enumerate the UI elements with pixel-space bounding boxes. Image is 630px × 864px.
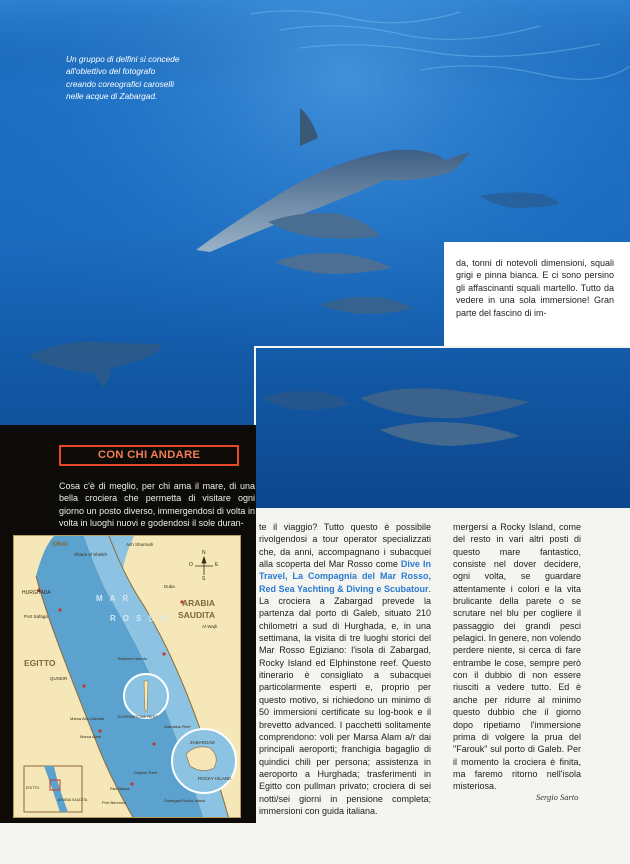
map-label-quseir: QUSEIR (50, 676, 68, 681)
tour-operators-highlight: Dive In Travel, La Compagnia del Mar Rosso, Red Sea Yachting & Diving e Scubatour (259, 559, 431, 594)
map-label-brothers: Brothers Islands (118, 656, 147, 661)
compass-n: N (202, 550, 206, 556)
inset-text-block (444, 242, 630, 346)
column2-text-after: . La crociera a Zabargad prevede la partenza dal porto di Galeb, situato 210 chilometri a sud di Hurghada, e, in una settimana, la visita di tre luoghi storici del Mar Rosso Egiziano: l'isola di Zabargad, Rocky Island ed Elphinstone reef. Questo itinerario è consigliato a subacquei particolarmente esperti e, proprio per questo motivo, si richiedono un minimo di 50 immersioni certificate su log-book e il brevetto advanced. I pacchetti solitamente comprendono: voli per Marsa Alam a/r dai principali aeroporti; franchigia bagaglio di quindici chili per persona; assistenza in aeroporto a Hurghada; trasferimenti in Egitto con pullman privato; crociera di sei notti/sei giorni in pensione completa; immersioni con guida italiana. (259, 583, 431, 816)
map-inset-egitto: EGITTO (26, 786, 40, 790)
sidebar-title: CON CHI ANDARE (59, 445, 239, 466)
map-label-rocky: ROCKY ISLAND (198, 776, 232, 781)
map-label-daedalus: Daedalus Reef (164, 724, 191, 729)
map-label-hurghada: HURGHADA (22, 590, 51, 596)
map-label-ash-sharmah: Ash Sharmah (126, 542, 154, 547)
column2-text-before: te il viaggio? Tutto questo è possibile rivolgendosi a tour operator specializzati che, da anni, accompagnano i subacquei alla scoperta del Mar Rosso come (259, 522, 431, 570)
map-label-al-wajh: Al Wajh (202, 624, 218, 629)
map-label-ras-banas: Ras Banas (110, 786, 130, 791)
sidebar-intro: Cosa c'è di meglio, per chi ama il mare, di una bella crociera che permetta di visitare ogni giorno un posto diverso, immergendosi di volta in volta in luoghi nuovi e godendosi il sole duran- (59, 481, 255, 529)
map-label-sinai: SINAI (52, 542, 69, 548)
map-label-mar: MAR (96, 594, 136, 603)
map-label-sharm: Sharm el Sheikh (74, 552, 108, 557)
map-label-marsa-abu-dabbab: Marsa Abu Dabbab (70, 716, 105, 721)
article-column-3: mergersi a Rocky Island, come del resto in vari altri posti di questo mare fantastico, consiste nel dover decidere, ogni volta, se guardare attentamente i colori e la vita brulicante della parete o se scrutare nel blu per cogliere il passaggio dei grandi pesci pelagici. In genere, non volendo perdere niente, si cerca di fare entrambe le cose, sempre però con il dubbio di non essere riusciti a vedere tutto. Ed è anche per ridurre al minimo questo dubbio che il giorno dopo ripetiamo l'immersione prima di volgere la prua del "Farouk" sul porto di Galeb. Per il momento la crociera è finita, ma faremo ritorno nell'isola misteriosa. (453, 522, 581, 792)
inset-text: da, tonni di notevoli dimensioni, squali grigi e pinna bianca. E ci sono persino gli affascinanti squali martello. Tutto da vedere in una sola immersione! Gran parte del fascino di im- (456, 258, 614, 318)
map-inset-arabia: ARABIA SAUDITA (58, 798, 88, 802)
map-label-egitto: EGITTO (24, 658, 56, 668)
map-label-zabargad-island: Zabargad Rocky Island (164, 798, 206, 803)
map-label-rosso: ROSSO (110, 614, 174, 623)
map-label-marsa-alam: Marsa Alam (80, 734, 102, 739)
map-label-duba: Duba (164, 584, 175, 589)
article-column-2 (259, 521, 431, 817)
map-label-dolphin-reef: Dolphin Reef (134, 770, 158, 775)
compass-s: S (202, 576, 206, 582)
map-label-arabia: ARABIA (182, 598, 216, 608)
author-signature: Sergio Sarto (536, 792, 579, 802)
map-label-elphinstone: ELPHINSTONE REEF (118, 714, 158, 719)
compass-o: O (189, 562, 193, 568)
compass-e: E (215, 562, 219, 568)
map-label-port-berenice: Port Berenice (102, 800, 127, 805)
red-sea-map (13, 535, 241, 818)
map-label-saudita: SAUDITA (178, 610, 216, 620)
photo-caption: Un gruppo di delfini si concede all'obiettivo del fotografo creando coreografici caroselli nelle acque di Zabargad. (66, 54, 180, 102)
map-label-zabargad: ZABARGAD (190, 740, 215, 745)
map-label-port-safaga: Port Safaga (24, 614, 48, 619)
